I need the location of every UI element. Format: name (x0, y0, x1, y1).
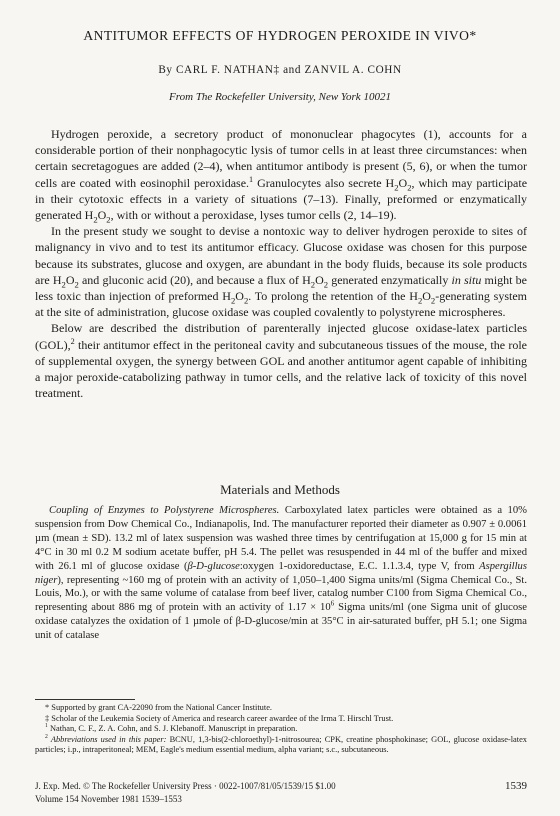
volume-line: Volume 154 November 1981 1539–1553 (35, 793, 182, 804)
footnotes (35, 703, 527, 756)
footnote-4: $^2$ Abbreviations used in this paper: BCNU, 1,3-bis(2-chloroethyl)-1-nitrosourea; CPK, creatine phosphokinase; GOL, glucose oxidase-latex particles; i.p., intraperitoneal; MEM, Eagle's medium essential medium, alpha variant; s.c., subcutaneous. (35, 733, 527, 755)
affiliation: From The Rockefeller University, New York 10021 (169, 91, 391, 103)
journal-citation: J. Exp. Med. © The Rockefeller University Press · 0022-1007/81/05/1539/15 $1.00 (35, 781, 336, 791)
article-title: ANTITUMOR EFFECTS OF HYDROGEN PEROXIDE IN VIVO* (83, 28, 477, 43)
methods-paragraph: Coupling of Enzymes to Polystyrene Microspheres. Carboxylated latex particles were obtained as a 10% suspension from Dow Chemical Co., Indianapolis, Ind. The manufacturer reported their diameter as 0.907 ± 0.0061 µm (mean ± SD). 13.2 ml of latex suspension was washed three times by centrifugation at 15,000 g for 15 min at 4°C in 30 ml 0.2 M sodium acetate buffer, pH 5.4. The pellet was resuspended in 44 ml of the buffer and mixed with 26.1 ml of glucose oxidase (β-D-glucose:oxygen 1-oxidoreductase, E.C. 1.1.3.4, type V, from Aspergillus niger), representing ~160 mg of protein with an activity of 1,050–1,400 Sigma units/ml (Sigma Chemical Co., St. Louis, Mo.), or with the same volume of catalase from beef liver, catalog number C100 from Sigma Chemical Co., representing about 886 mg of protein with an activity of $1.17 \times 10^6$ Sigma units/ml (one Sigma unit of glucose oxidase catalyzes the oxidation of 1 µmole of β-D-glucose/min at 35°C in air-saturated buffer, pH 5.1; one Sigma unit of catalase (35, 505, 527, 642)
author-line: By CARL F. NATHAN‡ and ZANVIL A. COHN (158, 64, 402, 76)
section-heading: Materials and Methods (220, 482, 340, 497)
footnote-divider (35, 699, 135, 700)
page-footer (35, 780, 527, 805)
footnote-1: * Supported by grant CA-22090 from the National Cancer Institute. (45, 703, 273, 712)
intro-paragraph-3: Below are described the distribution of parenterally injected glucose oxidase-latex particles (GOL),$^2$ their antitumor effect in the peritoneal cavity and subcutaneous tissues of the mouse, the role of supplemental oxygen, the synergy between GOL and another antitumor agent capable of inhibiting a major peroxide-catabolizing pathway in tumor cells, and the relative lack of toxicity of this novel treatment. (35, 321, 527, 401)
footnote-2: ‡ Scholar of the Leukemia Society of America and research career awardee of the Irma T. Hirschl Trust. (45, 713, 394, 723)
intro-paragraph-2: In the present study we sought to devise a nontoxic way to deliver hydrogen peroxide to sites of malignancy in vivo and to test its antitumor efficacy. Glucose oxidase was chosen for this purpose because its substrates, glucose and oxygen, are abundant in the body fluids, because its sole products are $H_2O_2$ and gluconic acid (20), and because a flux of $H_2O_2$ generated enzymatically in situ might be less toxic than injection of preformed $H_2O_2$. To prolong the retention of the $H_2O_2$-generating system at the site of administration, glucose oxidase was coupled covalently to polystyrene microspheres. (35, 224, 528, 320)
footnote-ref: 2 (70, 336, 75, 346)
page-number: 1539 (505, 780, 527, 792)
methods-text (35, 504, 527, 643)
run-in-heading: Coupling of Enzymes to Polystyrene Microspheres. (49, 505, 280, 516)
intro-paragraph-1: Hydrogen peroxide, a secretory product of mononuclear phagocytes (1), accounts for a considerable portion of their nonphagocytic lysis of tumor cells in at least three circumstances: when certain secretagogues are added (2–4), when antitumor antibody is present (5, 6), or when the tumor cells are coated with eosinophil peroxidase.$^1$ Granulocytes also secrete $H_2O_2$, which may participate in their cytotoxic effects in a variety of situations (7–13). Finally, preformed or enzymatically generated $H_2O_2$, with or without a peroxidase, lyses tumor cells (2, 14–19). (35, 127, 528, 225)
introduction (35, 126, 527, 401)
footnote-3: $^1$ Nathan, C. F., Z. A. Cohn, and S. J. Klebanoff. Manuscript in preparation. (45, 723, 298, 734)
footnote-ref: 1 (249, 174, 254, 184)
